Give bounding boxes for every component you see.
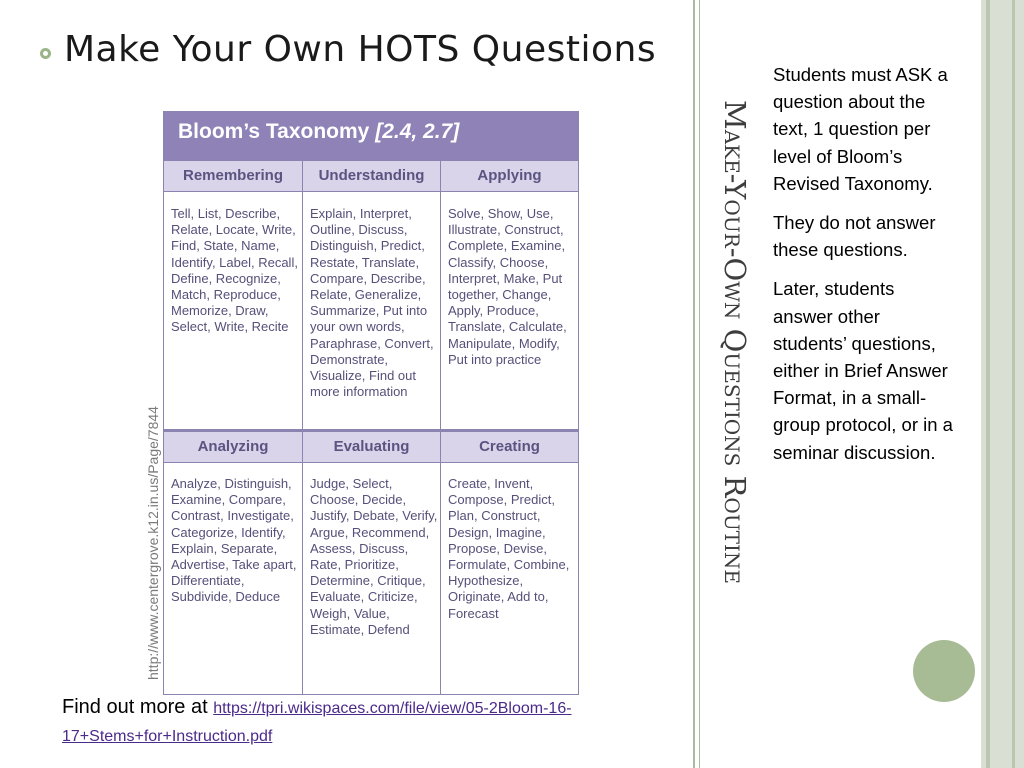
decorative-band-line bbox=[693, 0, 695, 768]
bloom-row-header bbox=[164, 160, 578, 192]
bloom-col-title: Applying bbox=[477, 167, 542, 184]
bloom-taxonomy-table bbox=[163, 111, 579, 695]
bloom-cell: Create, Invent, Compose, Predict, Plan, Construct, Design, Imagine, Propose, Devise, Formulate, Combine, Hypothesize, Originate, Add to, Forecast bbox=[448, 476, 570, 621]
bullet-icon bbox=[40, 48, 51, 59]
bloom-cell: Tell, List, Describe, Relate, Locate, Write, Find, State, Name, Identify, Label, Recall, Define, Recognize, Match, Reproduce, Memorize, Draw, Select, Write, Recite bbox=[171, 206, 298, 335]
section-title-vertical bbox=[712, 100, 752, 666]
decorative-band-line bbox=[1012, 0, 1015, 768]
bloom-col-title: Evaluating bbox=[333, 438, 410, 455]
image-credit-text: http://www.centergrove.k12.in.us/Page/7844 bbox=[145, 406, 161, 680]
bloom-col-title: Remembering bbox=[182, 167, 284, 184]
section-title-text: Make-Your-Own Questions Routine bbox=[718, 100, 752, 585]
bloom-cell: Judge, Select, Choose, Decide, Justify, Debate, Verify, Argue, Recommend, Assess, Discuss, Rate, Prioritize, Determine, Critique, Evaluate, Criticize, Weigh, Value, Estimate, Defend bbox=[310, 476, 438, 637]
instructions-paragraph: Later, students answer other students’ questions, either in Brief Answer Format, in a small-group protocol, or in a seminar discussion. bbox=[773, 278, 953, 463]
bloom-col-title: Creating bbox=[479, 438, 540, 455]
instructions-paragraph: They do not answer these questions. bbox=[773, 212, 936, 261]
bloom-cell: Analyze, Distinguish, Examine, Compare, Contrast, Investigate, Categorize, Identify, Explain, Separate, Advertise, Take apart, Differentiate, Subdivide, Deduce bbox=[171, 476, 297, 605]
footer bbox=[62, 694, 622, 750]
bloom-col-title: Analyzing bbox=[197, 438, 269, 455]
slide-title: Make Your Own HOTS Questions bbox=[64, 29, 657, 70]
decorative-circle bbox=[913, 640, 975, 702]
bloom-header bbox=[164, 112, 578, 160]
bloom-col-title: Understanding bbox=[318, 167, 425, 184]
decorative-band-line bbox=[986, 0, 990, 768]
bloom-header-ref: [2.4, 2.7] bbox=[375, 120, 460, 143]
instructions-paragraph: Students must ASK a question about the text, 1 question per level of Bloom’s Revised Taxonomy. bbox=[773, 64, 948, 194]
bloom-header-title: Bloom’s Taxonomy bbox=[178, 120, 370, 143]
resource-link[interactable]: https://tpri.wikispaces.com/file/view/05-2Bloom-16-17+Stems+for+Instruction.pdf bbox=[62, 700, 572, 745]
bloom-cell: Explain, Interpret, Outline, Discuss, Distinguish, Predict, Restate, Translate, Compare, Describe, Relate, Generalize, Summarize, Put into your own words, Paraphrase, Convert, Demonstrate, Visualize, Find out more information bbox=[310, 206, 434, 400]
footer-prefix: Find out more at bbox=[62, 696, 214, 718]
instructions-text bbox=[773, 61, 953, 478]
bloom-cell: Solve, Show, Use, Illustrate, Construct, Complete, Examine, Classify, Choose, Interpret, Make, Put together, Change, Apply, Produce, Translate, Calculate, Manipulate, Modify, Put into practice bbox=[448, 206, 567, 367]
image-credit bbox=[145, 362, 165, 696]
decorative-band-line bbox=[699, 0, 700, 768]
bloom-column-divider bbox=[440, 160, 441, 694]
bloom-row-header bbox=[164, 429, 578, 463]
bloom-column-divider bbox=[302, 160, 303, 694]
